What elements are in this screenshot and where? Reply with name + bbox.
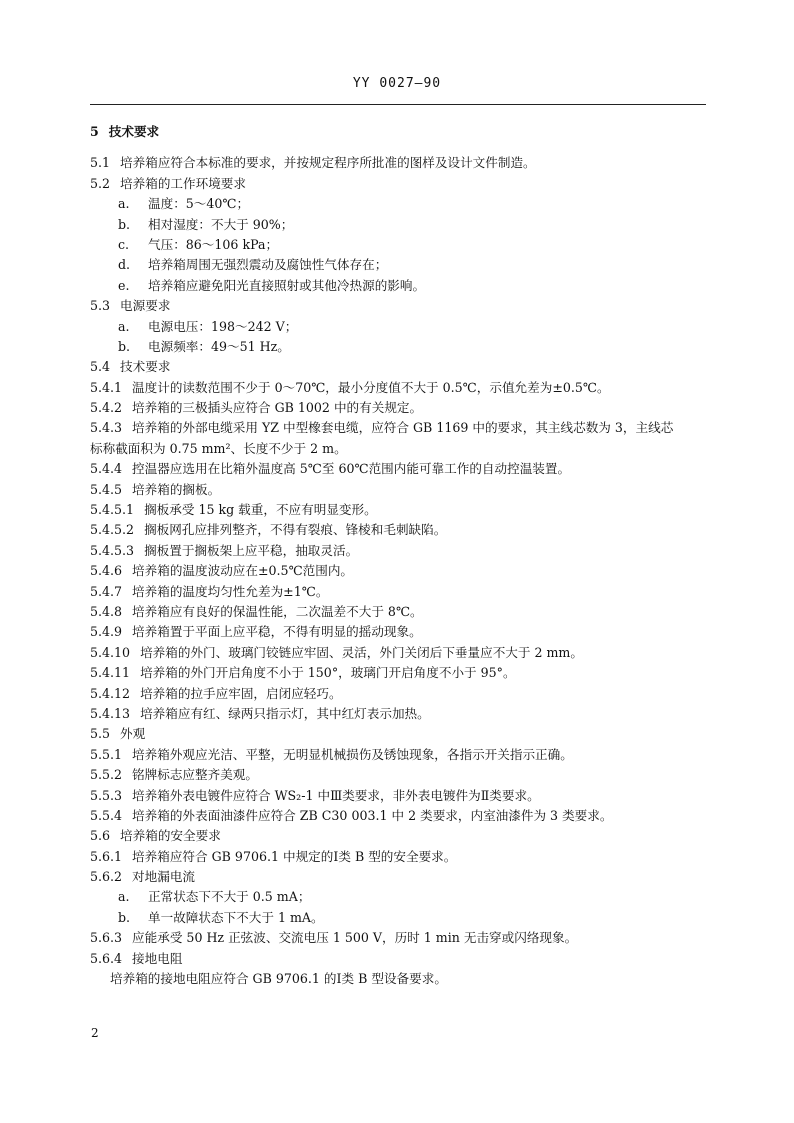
clause-5-6-1 bbox=[90, 847, 710, 867]
clause-text: 技术要求 bbox=[120, 359, 171, 375]
clause-text: 培养箱应有红、绿两只指示灯，其中红灯表示加热。 bbox=[140, 705, 430, 721]
clause-5-6-4 bbox=[90, 949, 710, 969]
clause-text: 培养箱应符合本标准的要求，并按规定程序所批准的图样及设计文件制造。 bbox=[120, 155, 536, 171]
clause-text: 培养箱的外门开启角度不小于 150°，玻璃门开启角度不小于 95°。 bbox=[140, 665, 516, 681]
clause-text: 对地漏电流 bbox=[132, 869, 196, 885]
clause-number: 5.4.1 bbox=[90, 379, 123, 395]
clause-number: 5.2 bbox=[90, 175, 111, 191]
clause-number: 5.4.5.1 bbox=[90, 502, 135, 518]
list-marker: a. bbox=[118, 196, 130, 212]
clause-number: 5.4.5 bbox=[90, 481, 123, 497]
clause-number: 5.4.8 bbox=[90, 603, 123, 619]
clause-text: 接地电阻 bbox=[132, 950, 183, 966]
clause-text: 培养箱的外部电缆采用 YZ 中型橡套电缆，应符合 GB 1169 中的要求，其主线芯数为 3，主线芯 bbox=[132, 420, 674, 436]
clause-text: 应能承受 50 Hz 正弦波、交流电压 1 500 V，历时 1 min 无击穿或闪络现象。 bbox=[132, 930, 578, 946]
list-text: 单一故障状态下不大于 1 mA。 bbox=[148, 909, 324, 925]
clause-5-5-1 bbox=[90, 745, 710, 765]
clause-5-3 bbox=[90, 296, 710, 316]
clause-text: 培养箱外观应光洁、平整，无明显机械损伤及锈蚀现象，各指示开关指示正确。 bbox=[132, 746, 573, 762]
clause-5-1 bbox=[90, 153, 710, 173]
clause-number: 5.4.9 bbox=[90, 624, 123, 640]
clause-text: 培养箱应符合 GB 9706.1 中规定的Ⅰ类 B 型的安全要求。 bbox=[132, 848, 457, 864]
clause-5-4-1 bbox=[90, 378, 710, 398]
clause-text: 培养箱的工作环境要求 bbox=[120, 175, 246, 191]
list-marker: b. bbox=[118, 909, 131, 925]
clause-5-5-2 bbox=[90, 765, 710, 785]
clause-5-4-3 bbox=[90, 418, 710, 438]
list-text: 电源电压：198～242 V； bbox=[148, 318, 298, 334]
clause-5-4-8 bbox=[90, 602, 710, 622]
clause-5-4-12 bbox=[90, 684, 710, 704]
clause-number: 5.6.2 bbox=[90, 869, 123, 885]
list-item bbox=[90, 255, 710, 275]
clause-number: 5.5.2 bbox=[90, 767, 123, 783]
clause-5-4-5-1 bbox=[90, 500, 710, 520]
clause-5-4-6 bbox=[90, 561, 710, 581]
clause-text: 外观 bbox=[120, 726, 146, 742]
list-text: 培养箱应避免阳光直接照射或其他冷热源的影响。 bbox=[148, 277, 426, 293]
section-title-text: 技术要求 bbox=[108, 124, 160, 139]
clause-number: 5.4.12 bbox=[90, 685, 131, 701]
list-marker: d. bbox=[118, 257, 131, 273]
clause-number: 5.4.6 bbox=[90, 563, 123, 579]
clause-number: 5.4 bbox=[90, 359, 111, 375]
clause-number: 5.6.4 bbox=[90, 950, 123, 966]
clause-number: 5.4.13 bbox=[90, 705, 131, 721]
clause-5-4-5-3 bbox=[90, 541, 710, 561]
list-marker: a. bbox=[118, 318, 130, 334]
clause-5-5-3 bbox=[90, 786, 710, 806]
clause-text: 培养箱的拉手应牢固，启闭应轻巧。 bbox=[140, 685, 342, 701]
clause-text: 搁板网孔应排列整齐，不得有裂痕、锋棱和毛刺缺陷。 bbox=[144, 522, 447, 538]
clause-5-4-4 bbox=[90, 459, 710, 479]
list-text: 气压：86～106 kPa； bbox=[148, 236, 279, 252]
clause-number: 5.4.3 bbox=[90, 420, 123, 436]
clause-number: 5.5 bbox=[90, 726, 111, 742]
clause-number: 5.4.5.2 bbox=[90, 522, 135, 538]
clause-5-4-2 bbox=[90, 398, 710, 418]
document-code-header: YY 0027—90 bbox=[352, 76, 442, 91]
clause-text: 搁板置于搁板架上应平稳，抽取灵活。 bbox=[144, 542, 359, 558]
clause-number: 5.6.1 bbox=[90, 848, 123, 864]
list-text: 相对湿度：不大于 90%； bbox=[148, 216, 294, 232]
clause-number: 5.4.7 bbox=[90, 583, 123, 599]
list-text: 培养箱周围无强烈震动及腐蚀性气体存在； bbox=[148, 257, 388, 273]
list-marker: b. bbox=[118, 216, 131, 232]
clause-text: 培养箱的三极插头应符合 GB 1002 中的有关规定。 bbox=[132, 400, 423, 416]
clause-5-2 bbox=[90, 174, 710, 194]
clause-5-6 bbox=[90, 826, 710, 846]
list-item bbox=[90, 276, 710, 296]
clause-number: 5.4.2 bbox=[90, 400, 123, 416]
clause-text: 培养箱应有良好的保温性能，二次温差不大于 8℃。 bbox=[132, 603, 423, 619]
clause-number: 5.4.5.3 bbox=[90, 542, 135, 558]
clause-text: 培养箱置于平面上应平稳，不得有明显的摇动现象。 bbox=[132, 624, 422, 640]
section-title bbox=[90, 122, 710, 142]
clause-5-4-7 bbox=[90, 582, 710, 602]
clause-number: 5.1 bbox=[90, 155, 111, 171]
clause-text: 温度计的读数范围不少于 0～70℃，最小分度值不大于 0.5℃，示值允差为±0.5℃。 bbox=[132, 379, 610, 395]
page-body bbox=[90, 122, 710, 989]
list-item bbox=[90, 235, 710, 255]
clause-number: 5.6.3 bbox=[90, 930, 123, 946]
clause-5-4-9 bbox=[90, 622, 710, 642]
clause-text: 培养箱的温度均匀性允差为±1℃。 bbox=[132, 583, 329, 599]
clause-5-5-4 bbox=[90, 806, 710, 826]
clause-body bbox=[90, 969, 710, 989]
clause-text: 培养箱的搁板。 bbox=[132, 481, 221, 497]
list-item bbox=[90, 908, 710, 928]
clause-number: 5.6 bbox=[90, 828, 111, 844]
clause-5-4-5-2 bbox=[90, 520, 710, 540]
list-text: 温度：5～40℃； bbox=[148, 196, 250, 212]
clause-5-4-10 bbox=[90, 643, 710, 663]
clause-text: 培养箱外表电镀件应符合 WS₂-1 中Ⅲ类要求，非外表电镀件为Ⅱ类要求。 bbox=[132, 787, 540, 803]
list-marker: a. bbox=[118, 889, 130, 905]
list-item bbox=[90, 194, 710, 214]
clause-number: 5.5.3 bbox=[90, 787, 123, 803]
list-item bbox=[90, 887, 710, 907]
clause-text: 搁板承受 15 kg 载重，不应有明显变形。 bbox=[144, 502, 377, 518]
clause-continuation bbox=[90, 439, 710, 459]
clause-5-5 bbox=[90, 724, 710, 744]
clause-text: 培养箱的外门、玻璃门铰链应牢固、灵活，外门关闭后下垂量应不大于 2 mm。 bbox=[140, 644, 583, 660]
clause-5-6-3 bbox=[90, 928, 710, 948]
clause-number: 5.5.1 bbox=[90, 746, 123, 762]
clause-text: 培养箱的温度波动应在±0.5℃范围内。 bbox=[132, 563, 354, 579]
clause-5-4-13 bbox=[90, 704, 710, 724]
clause-number: 5.4.11 bbox=[90, 665, 131, 681]
list-item bbox=[90, 215, 710, 235]
list-marker: b. bbox=[118, 338, 131, 354]
list-marker: e. bbox=[118, 277, 130, 293]
clause-text: 电源要求 bbox=[120, 298, 171, 314]
section-number: 5 bbox=[90, 124, 99, 139]
list-item bbox=[90, 337, 710, 357]
header-rule bbox=[90, 104, 706, 105]
list-text: 电源频率：49～51 Hz。 bbox=[148, 338, 290, 354]
clause-text: 培养箱的接地电阻应符合 GB 9706.1 的Ⅰ类 B 型设备要求。 bbox=[110, 971, 447, 987]
clause-text: 标称截面积为 0.75 mm²、长度不少于 2 m。 bbox=[90, 440, 347, 456]
clause-number: 5.4.10 bbox=[90, 644, 131, 660]
spacer bbox=[90, 142, 710, 153]
list-item bbox=[90, 317, 710, 337]
list-marker: c. bbox=[118, 236, 130, 252]
clause-5-4-11 bbox=[90, 663, 710, 683]
clause-text: 培养箱的外表面油漆件应符合 ZB C30 003.1 中 2 类要求，内室油漆件为 3 类要求。 bbox=[132, 807, 613, 823]
clause-number: 5.3 bbox=[90, 298, 111, 314]
list-text: 正常状态下不大于 0.5 mA； bbox=[148, 889, 311, 905]
clause-number: 5.5.4 bbox=[90, 807, 123, 823]
clause-text: 控温器应选用在比箱外温度高 5℃至 60℃范围内能可靠工作的自动控温装置。 bbox=[132, 461, 571, 477]
clause-number: 5.4.4 bbox=[90, 461, 123, 477]
clause-5-4 bbox=[90, 357, 710, 377]
page-number: 2 bbox=[91, 1026, 99, 1040]
clause-text: 铭牌标志应整齐美观。 bbox=[132, 767, 258, 783]
clause-text: 培养箱的安全要求 bbox=[120, 828, 221, 844]
clause-5-6-2 bbox=[90, 867, 710, 887]
clause-5-4-5 bbox=[90, 480, 710, 500]
